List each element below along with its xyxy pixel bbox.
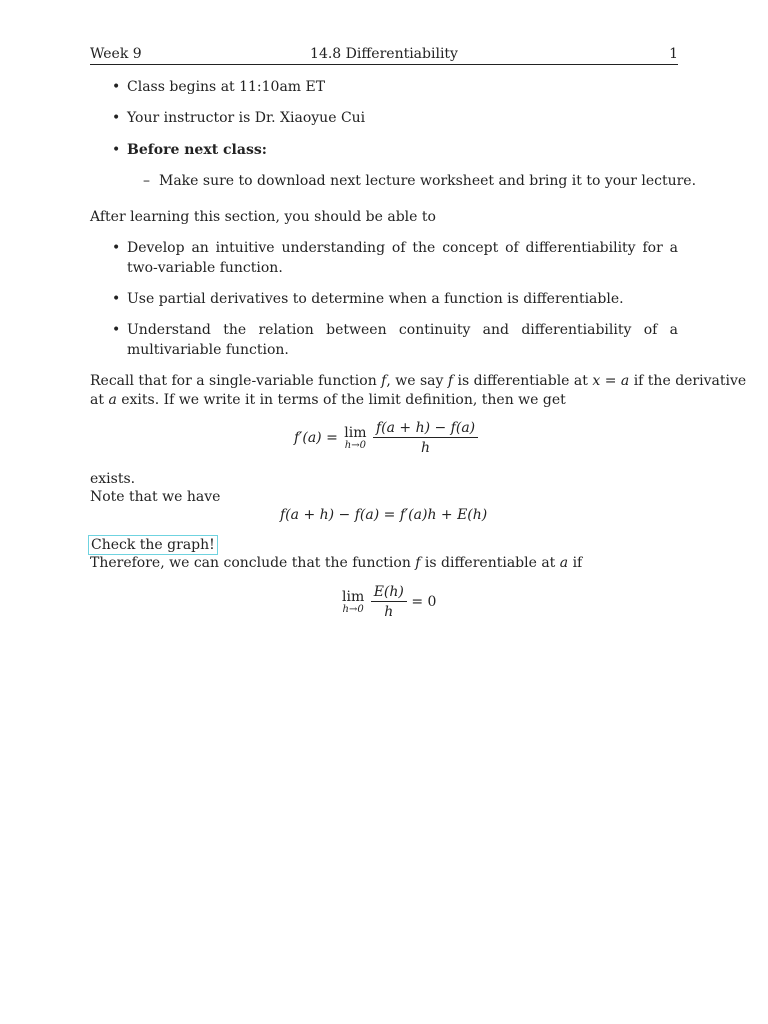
- announcement-instructor: Your instructor is Dr. Xiaoyue Cui: [127, 110, 366, 126]
- note-text: Note that we have: [90, 489, 221, 505]
- page-header: [90, 44, 678, 65]
- announcement-before-class: Before next class:: [127, 142, 267, 158]
- equation-differentiability-condition: lim h→0 $\frac{E(h)}{h}$ = 0: [342, 584, 437, 620]
- exists-text: exists.: [90, 471, 136, 487]
- header-week: Week 9: [90, 46, 142, 62]
- objective-item-3: Understand the relation between continuity and differentiability of a multivariable function.: [127, 322, 678, 358]
- bullet-icon: •: [112, 79, 121, 95]
- bullet-icon: •: [112, 322, 121, 338]
- header-title: 14.8 Differentiability: [310, 46, 458, 62]
- recall-line-2: at a exits. If we write it in terms of the limit definition, then we get: [90, 392, 566, 408]
- bullet-icon: •: [112, 240, 121, 256]
- announcement-download-worksheet: Make sure to download next lecture worksheet and bring it to your lecture.: [159, 173, 697, 189]
- bullet-icon: •: [112, 110, 121, 126]
- equation-error-term: f(a + h) − f(a) = f′(a)h + E(h): [280, 507, 488, 523]
- announcement-class-time: Class begins at 11:10am ET: [127, 79, 326, 95]
- dash-icon: –: [143, 173, 150, 189]
- equation-derivative-definition: f′(a) = lim h→0 $\frac{f(a + h) - f(a)}{h}$: [294, 420, 478, 456]
- objectives-intro: After learning this section, you should be able to: [90, 209, 436, 225]
- header-page-number: 1: [669, 46, 678, 62]
- bullet-icon: •: [112, 291, 121, 307]
- therefore-text: Therefore, we can conclude that the function f is differentiable at a if: [90, 555, 583, 571]
- bullet-icon: •: [112, 142, 121, 158]
- recall-line-1: Recall that for a single-variable function f, we say f is differentiable at x = a if the derivative: [90, 373, 747, 389]
- check-graph-link[interactable]: Check the graph!: [88, 535, 218, 555]
- objective-item-1: Develop an intuitive understanding of the concept of differentiability for a two-variable function.: [127, 240, 678, 276]
- objective-item-2: Use partial derivatives to determine when a function is differentiable.: [127, 291, 624, 307]
